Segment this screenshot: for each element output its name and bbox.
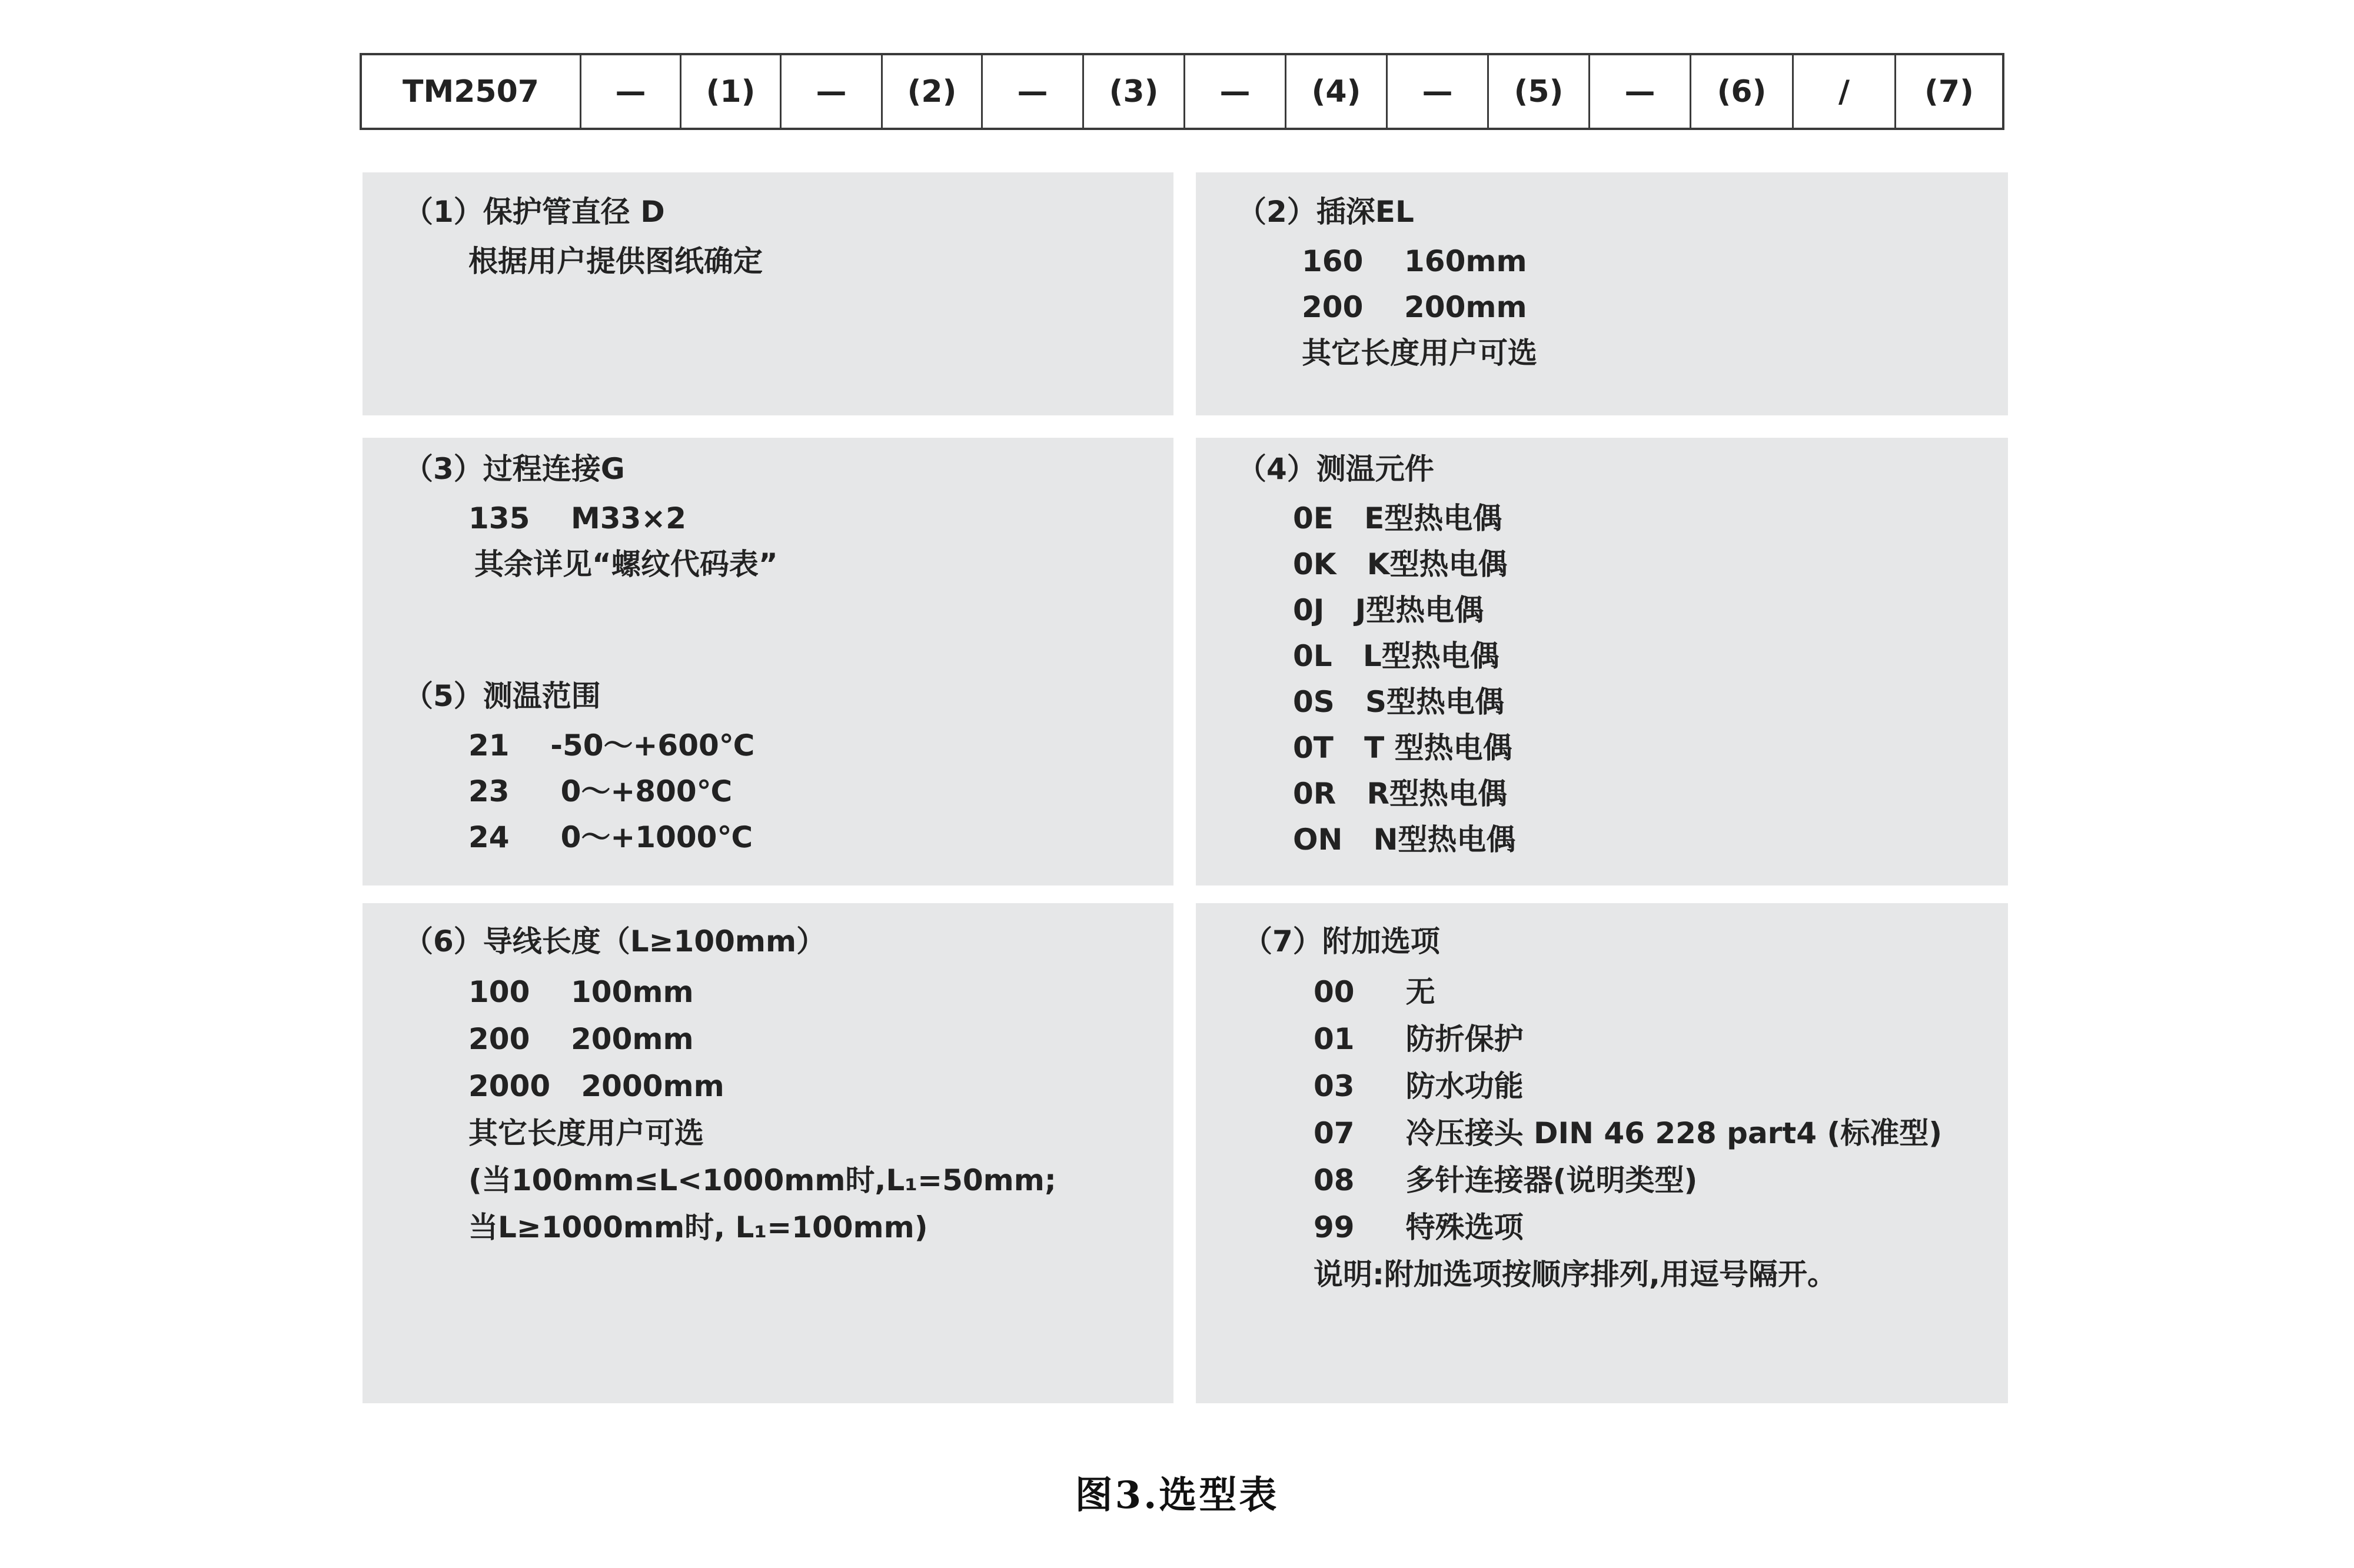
- panel-line: 0E E型热电偶: [1293, 501, 1502, 535]
- panel-line: 21 -50～+600℃: [468, 728, 755, 763]
- panel-line: 23 0～+800℃: [468, 774, 733, 808]
- code-cell-dash: —: [580, 55, 680, 128]
- panel-line: 01 防折保护: [1314, 1022, 1524, 1056]
- panel-line: 07 冷压接头 DIN 46 228 part4 (标准型): [1314, 1116, 1943, 1150]
- panel-line: (当100mm≤L<1000mm时,L₁=50mm;: [468, 1163, 1056, 1197]
- code-cell-model: TM2507: [403, 74, 539, 109]
- code-cell-5: (5): [1487, 55, 1588, 128]
- panel-line: 0R R型热电偶: [1293, 777, 1508, 811]
- code-cell-1: (1): [680, 55, 780, 128]
- panel-line: 0T T 型热电偶: [1293, 731, 1512, 765]
- panel-note: 说明:附加选项按顺序排列,用逗号隔开。: [1314, 1257, 1837, 1291]
- panel-line: 160 160mm: [1302, 244, 1527, 278]
- code-cell-dash: —: [1183, 55, 1285, 128]
- panel-title: （2）插深EL: [1237, 195, 1414, 229]
- panel-line: 00 无: [1314, 975, 1435, 1009]
- code-cell-dash: —: [780, 55, 881, 128]
- panel-line: 135 M33×2: [468, 501, 687, 535]
- panel-line: 0J J型热电偶: [1293, 593, 1484, 627]
- panel-title: （6）导线长度（L≥100mm）: [404, 924, 826, 958]
- panel-line: 99 特殊选项: [1314, 1210, 1524, 1244]
- panel-line: ON N型热电偶: [1293, 823, 1516, 857]
- panel-additional-options: [1196, 903, 2008, 1403]
- panel-line: 03 防水功能: [1314, 1069, 1524, 1103]
- figure-caption: 图3.选型表: [1075, 1473, 1279, 1517]
- model-code-bar: [360, 53, 2004, 130]
- panel-line: 其它长度用户可选: [1302, 336, 1537, 370]
- panel-insertion-depth: [1196, 172, 2008, 415]
- code-cell-6: (6): [1690, 55, 1792, 128]
- code-cell-2: (2): [881, 55, 981, 128]
- panel-line: 0S S型热电偶: [1293, 685, 1505, 719]
- panel-sensing-element: [1196, 438, 2008, 885]
- panel-process-connection: [363, 438, 1173, 885]
- code-cell-7: (7): [1894, 55, 2002, 128]
- panel-title: （4）测温元件: [1237, 452, 1434, 486]
- code-cell-3: (3): [1082, 55, 1183, 128]
- code-cell-dash: —: [1588, 55, 1690, 128]
- panel-line: 根据用户提供图纸确定: [468, 244, 763, 278]
- code-cell-slash: /: [1792, 55, 1894, 128]
- panel-line: 08 多针连接器(说明类型): [1314, 1163, 1698, 1197]
- panel-line: 24 0～+1000℃: [468, 820, 753, 854]
- panel-line: 当L≥1000mm时, L₁=100mm): [468, 1210, 928, 1244]
- panel-line: 其余详见“螺纹代码表”: [474, 547, 778, 581]
- panel-line: 0L L型热电偶: [1293, 639, 1499, 673]
- panel-line: 200 200mm: [1302, 290, 1527, 324]
- code-cell-4: (4): [1285, 55, 1386, 128]
- panel-line: 0K K型热电偶: [1293, 547, 1508, 581]
- panel-line: 100 100mm: [468, 975, 694, 1009]
- panel-line: 200 200mm: [468, 1022, 694, 1056]
- panel-title: （3）过程连接G: [404, 452, 625, 486]
- panel-line: 其它长度用户可选: [468, 1116, 704, 1150]
- panel-title: （1）保护管直径 D: [404, 195, 665, 229]
- panel-title: （7）附加选项: [1243, 924, 1440, 958]
- code-cell-dash: —: [981, 55, 1082, 128]
- panel-line: 2000 2000mm: [468, 1069, 724, 1103]
- code-cell-dash: —: [1386, 55, 1487, 128]
- panel-lead-length: [363, 903, 1173, 1403]
- panel-title-range: （5）测温范围: [404, 679, 601, 713]
- panel-diameter: [363, 172, 1173, 415]
